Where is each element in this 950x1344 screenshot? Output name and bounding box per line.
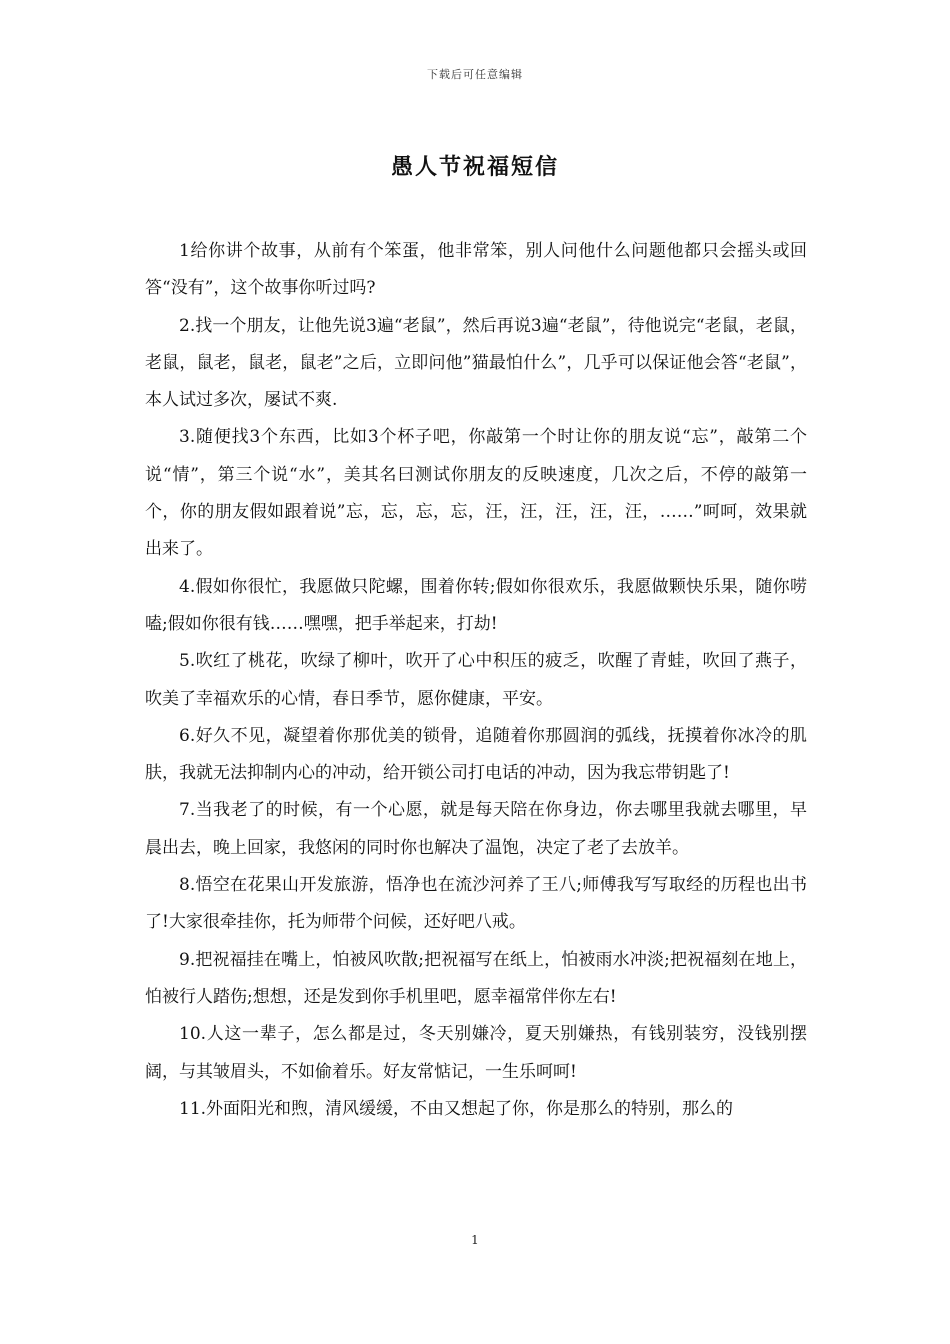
paragraph-11: 11.外面阳光和煦，清风缓缓，不由又想起了你，你是那么的特别，那么的 xyxy=(179,1098,734,1119)
paragraph-4: 4.假如你很忙，我愿做只陀螺，围着你转;假如你很欢乐，我愿做颗快乐果，随你唠嗑;假如你很有钱……嘿嘿，把手举起来，打劫! xyxy=(145,576,807,634)
paragraph-9: 9.把祝福挂在嘴上，怕被风吹散;把祝福写在纸上，怕被雨水冲淡;把祝福刻在地上，怕被行人踏伤;想想，还是发到你手机里吧，愿幸福常伴你左右! xyxy=(145,949,807,1007)
paragraph-5: 5.吹红了桃花，吹绿了柳叶，吹开了心中积压的疲乏，吹醒了青蛙，吹回了燕子，吹美了幸福欢乐的心情，春日季节，愿你健康，平安。 xyxy=(145,651,807,709)
paragraph-7: 7.当我老了的时候，有一个心愿，就是每天陪在你身边，你去哪里我就去哪里，早晨出去，晚上回家，我悠闲的同时你也解决了温饱，决定了老了去放羊。 xyxy=(145,800,807,858)
page-header-note: 下载后可任意编辑 xyxy=(427,68,523,81)
paragraph-3: 3.随便找3个东西，比如3个杯子吧，你敲第一个时让你的朋友说“忘”，敲第二个说“情”，第三个说“水”，美其名曰测试你朋友的反映速度，几次之后，不停的敲第一个，你的朋友假如跟着说”忘，忘，忘，忘，汪，汪，汪，汪，汪，……”呵呵，效果就出来了。 xyxy=(145,427,807,560)
paragraph-8: 8.悟空在花果山开发旅游，悟净也在流沙河养了王八;师傅我写写取经的历程也出书了!大家很牵挂你，托为师带个问候，还好吧八戒。 xyxy=(145,875,807,933)
paragraph-6: 6.好久不见，凝望着你那优美的锁骨，追随着你那圆润的弧线，抚摸着你冰冷的肌肤，我就无法抑制内心的冲动，给开锁公司打电话的冲动，因为我忘带钥匙了! xyxy=(145,725,807,784)
document-title: 愚人节祝福短信 xyxy=(390,154,559,180)
document-body xyxy=(145,233,807,1128)
paragraph-1: 1给你讲个故事，从前有个笨蛋，他非常笨，别人问他什么问题他都只会摇头或回答“没有”，这个故事你听过吗? xyxy=(145,241,807,299)
paragraph-10: 10.人这一辈子，怎么都是过，冬天别嫌冷，夏天别嫌热，有钱别装穷，没钱别摆阔，与其皱眉头，不如偷着乐。好友常惦记，一生乐呵呵! xyxy=(145,1024,807,1082)
paragraph-2: 2.找一个朋友，让他先说3遍“老鼠”，然后再说3遍“老鼠”，待他说完“老鼠，老鼠，老鼠，鼠老，鼠老，鼠老”之后，立即问他”猫最怕什么”，几乎可以保证他会答“老鼠”，本人试过多次，屡试不爽. xyxy=(145,315,807,411)
page-number: 1 xyxy=(471,1233,479,1247)
